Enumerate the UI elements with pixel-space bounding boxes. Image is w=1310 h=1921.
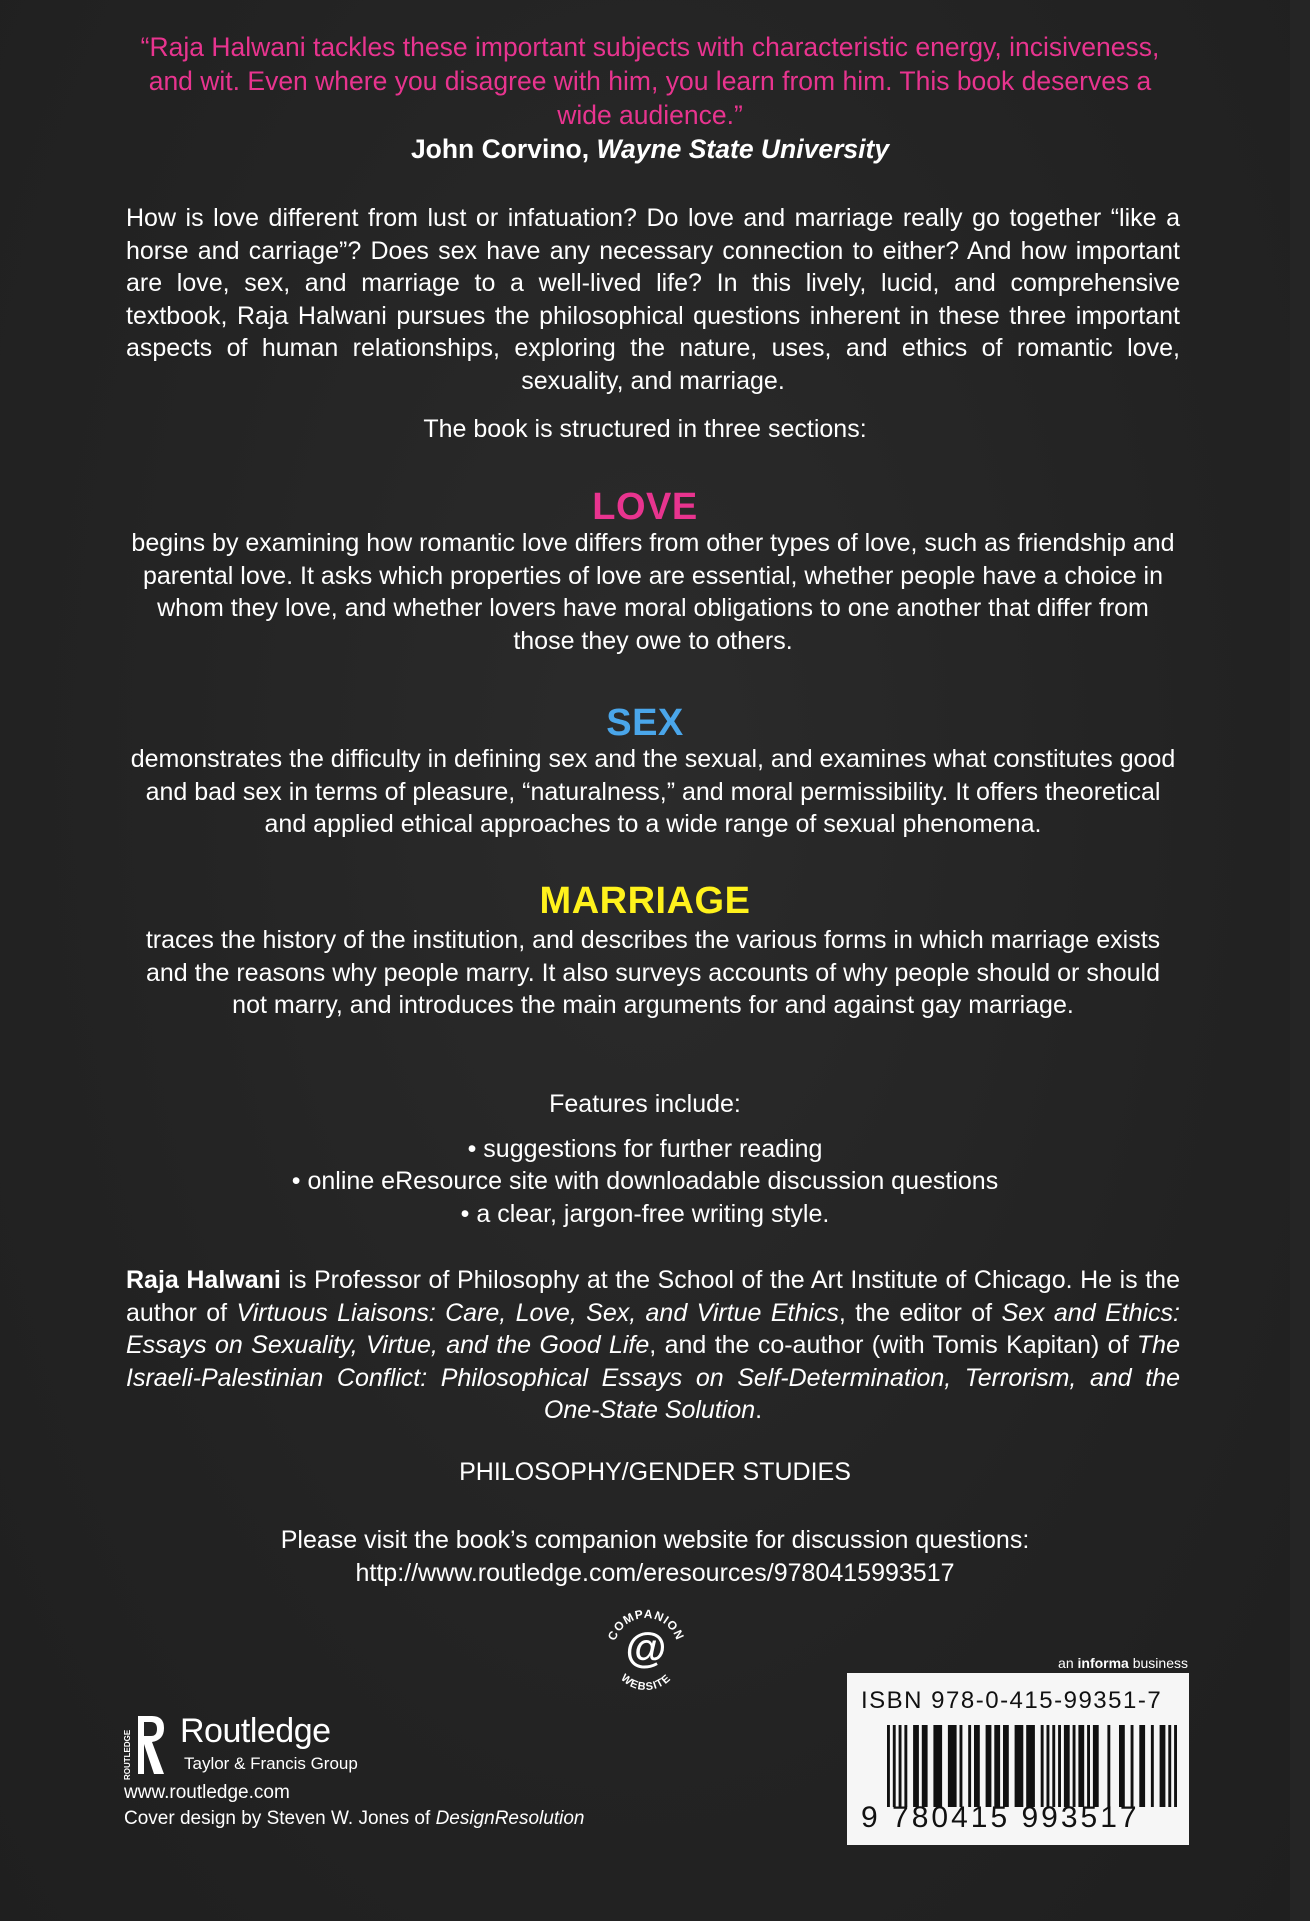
isbn-label: ISBN 978-0-415-99351-7 [861,1687,1163,1714]
bio-text: . [755,1396,763,1424]
companion-website-note [0,1524,1310,1589]
cover-design-credit [124,1808,584,1830]
feature-item: • online eResource site with downloadable discussion questions [291,1167,999,1195]
barcode-bar [1015,1725,1024,1807]
routledge-logo-icon [124,1712,168,1782]
barcode-bar [904,1725,907,1807]
informa-prefix: an [1058,1655,1078,1671]
section-body-marriage: traces the history of the institution, and describes the various forms in which marriage exists and the reasons why people marry. It also surveys accounts of why people should or should not marry, and introduces the main arguments for and against gay marriage. [145,926,1161,1019]
barcode-bar [1174,1725,1177,1807]
cover-design-studio: DesignResolution [435,1808,585,1829]
barcode-bar [1073,1725,1076,1807]
badge-at-symbol: @ [625,1624,667,1671]
barcode-bar [968,1725,971,1807]
barcode-bar [1087,1725,1090,1807]
barcode-bar [1026,1725,1035,1807]
barcode-bar [1052,1725,1055,1807]
informa-brand: informa [1077,1655,1129,1671]
endorsement-quote [120,30,1180,166]
features-block [0,1088,1290,1230]
features-list [0,1133,1290,1231]
section-body-sex: demonstrates the difficulty in defining sex and the sexual, and examines what constitutes good and bad sex in terms of pleasure, “naturalness,” and moral permissibility. It offers theoretical and applied ethical approaches to a wide range of sexual phenomena. [130,745,1176,838]
barcode-bar [887,1725,890,1807]
features-title: Features include: [549,1090,741,1118]
bio-text: , and the co-author (with Tomis Kapitan) of [649,1331,1137,1359]
quote-attribution [120,132,1180,166]
quote-separator: , [581,134,597,164]
companion-text: Please visit the book’s companion website for discussion questions: [280,1526,1030,1554]
bio-text: , the editor of [838,1298,1002,1327]
svg-text:WEBSITE [618,1672,673,1693]
badge-top-text: COMPANION [604,1606,688,1643]
barcode-bar [1139,1725,1145,1807]
barcode-bar [1078,1725,1084,1807]
isbn-barcode-box [847,1673,1189,1845]
feature-item: • a clear, jargon-free writing style. [460,1199,830,1228]
section-heading-sex: SEX [606,702,684,744]
barcode-bar [899,1725,902,1807]
barcode-bar [1058,1725,1061,1807]
barcode-bar [1131,1725,1134,1807]
feature-item: • suggestions for further reading [467,1134,823,1163]
intro-paragraph: How is love different from lust or infatuation? Do love and marriage really go together “like a horse and carriage”? Does sex have any necessary connection to either? And how important are love, sex, and marriage to a well-lived life? In this lively, lucid, and comprehensive textbook, Raja Halwani pursues the philosophical questions inherent in these three important aspects of human relationships, exploring the nature, uses, and ethics of romantic love, sexuality, and marriage. [126,204,1180,395]
subject-category: PHILOSOPHY/GENDER STUDIES [459,1458,851,1486]
section-heading-love: LOVE [592,486,698,528]
book-title: Sex and Ethics: Essays on Sexuality, Virtue, and the Good Life [126,1298,1180,1359]
publisher-name: Routledge [180,1712,331,1750]
barcode-bar [986,1725,992,1807]
badge-bottom-text: WEBSITE [618,1671,674,1694]
barcode-bar [1064,1725,1070,1807]
author-bio [126,1264,1180,1427]
barcode-bar [1041,1725,1044,1807]
quote-text: “Raja Halwani tackles these important subjects with characteristic energy, incisiveness, and wit. Even where you disagree with him, you learn from him. This book deserves a wide audience.” [140,32,1160,130]
barcode-bar [974,1725,980,1807]
barcode-bar [1168,1725,1171,1807]
barcode-bar [922,1725,928,1807]
author-name: Raja Halwani [126,1266,281,1294]
barcode-digits: 9 780415 993517 [861,1801,1140,1834]
publisher-group: Taylor & Francis Group [184,1754,358,1773]
barcode-icon [887,1725,1177,1807]
barcode-bar [1160,1725,1166,1807]
barcode-bar [1047,1725,1050,1807]
barcode-bar [893,1725,896,1807]
companion-website-badge-icon [596,1598,696,1698]
barcode-bar [1107,1725,1110,1807]
barcode-bar [1151,1725,1154,1807]
barcode-bar [1003,1725,1009,1807]
informa-suffix: business [1128,1655,1188,1671]
book-title: The Israeli-Palestinian Conflict: Philosophical Essays on Self-Determination, Terrorism, and the One-State Solution [126,1331,1180,1424]
routledge-logo-text: ROUTLEDGE [123,1729,132,1780]
barcode-bar [960,1725,963,1807]
bio-text: is Professor of Philosophy at the School of the Art Institute of Chicago. He is the author of [126,1266,1180,1327]
publisher-block [123,1710,585,1850]
barcode-bar [1093,1725,1099,1807]
informa-tagline [1000,1655,1188,1671]
barcode-bar [1119,1725,1125,1807]
structure-note: The book is structured in three sections: [423,415,867,443]
section-heading-marriage: MARRIAGE [539,880,751,922]
barcode-bar [994,1725,1000,1807]
quote-affiliation: Wayne State University [596,134,890,164]
companion-url-link[interactable]: http://www.routledge.com/eresources/9780415993517 [355,1558,955,1587]
cover-design-text: Cover design by Steven W. Jones of [124,1808,436,1829]
publisher-url-link[interactable]: www.routledge.com [124,1782,290,1803]
barcode-bar [913,1725,919,1807]
section-body-love: begins by examining how romantic love differs from other types of love, such as friendship and parental love. It asks which properties of love are essential, whether people have a choice in whom they love, and whether lovers have moral obligations to one another that differ from those they owe to others. [131,529,1175,655]
quote-author: John Corvino [410,134,582,164]
barcode-bar [933,1725,942,1807]
book-title: Virtuous Liaisons: Care, Love, Sex, and Virtue Ethics [236,1298,839,1327]
barcode-bar [948,1725,957,1807]
